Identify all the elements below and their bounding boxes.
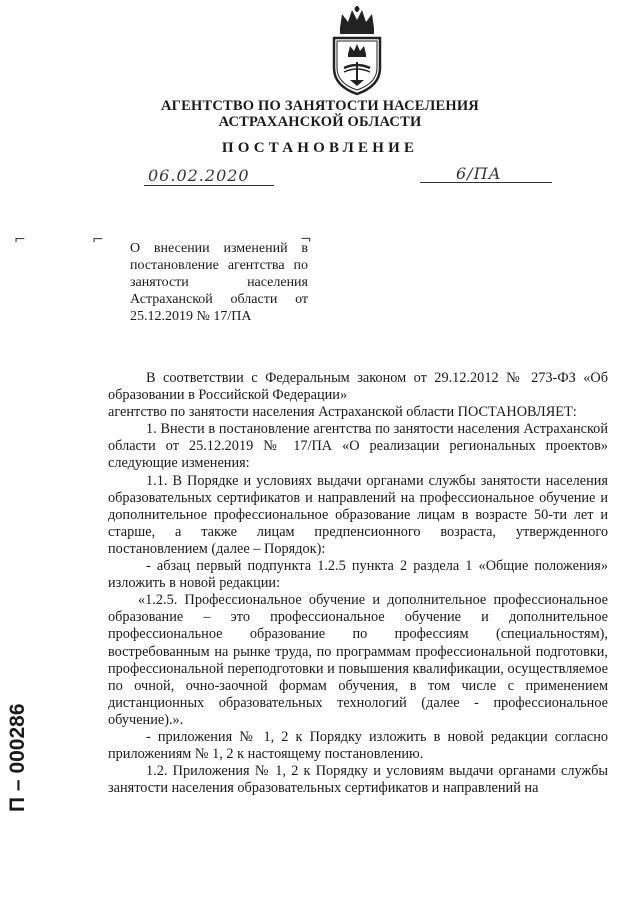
document-date: 06.02.2020 [148, 166, 250, 185]
number-underline [420, 182, 552, 183]
date-underline [144, 185, 274, 186]
registration-code-graphic [2, 612, 32, 812]
coat-of-arms-icon [326, 6, 388, 96]
registration-code [2, 612, 32, 812]
subject-text: О внесении изменений в постановление агентства по занятости населения Астраханской области от 25.12.2019 № 17/ПА [130, 241, 308, 324]
body-paragraph: 1.1. В Порядке и условиях выдачи органами службы занятости населения образовательных сертификатов и направлений на профессиональное обучение и дополнительное профессиональное образование лицам в возрасте 50-ти лет и старше, а также лицам предпенсионного возраста, утвержденного постановлением (далее – Порядок): [108, 472, 608, 557]
agency-name-line1: АГЕНТСТВО ПО ЗАНЯТОСТИ НАСЕЛЕНИЯ [161, 98, 479, 114]
body-paragraph: 1. Внести в постановление агентства по занятости населения Астраханской области от 25.12.2019 № 17/ПА «О реализации региональных проектов» следующие изменения: [108, 421, 608, 472]
document-number: 6/ПА [456, 164, 502, 183]
body-paragraph: - абзац первый подпункта 1.2.5 пункта 2 раздела 1 «Общие положения» изложить в новой редакции: [108, 558, 608, 592]
registration-code-text: П – 000286 [6, 703, 29, 812]
document-type: ПОСТАНОВЛЕНИЕ [221, 140, 419, 156]
agency-name-line2: АСТРАХАНСКОЙ ОБЛАСТИ [218, 114, 422, 130]
body-paragraph: - приложения № 1, 2 к Порядку изложить в новой редакции согласно приложениям № 1, 2 к настоящему постановлению. [108, 728, 608, 763]
body-paragraph: В соответствии с Федеральным законом от 29.12.2012 № 273-ФЗ «Об образовании в Российской Федерации» [108, 370, 608, 404]
corner-mark-left: ⌐ [14, 232, 26, 248]
coat-of-arms [326, 6, 388, 96]
document-subject [130, 240, 308, 325]
body-paragraph: 1.2. Приложения № 1, 2 к Порядку и условиям выдачи органами службы занятости населения образовательных сертификатов и направлений на [108, 763, 608, 797]
corner-mark-mid: ⌐ [92, 232, 104, 248]
agency-name [0, 98, 640, 130]
document-body [108, 370, 608, 797]
body-paragraph: «1.2.5. Профессиональное обучение и дополнительное профессиональное образование – это профессиональное обучение и дополнительное профессиональное образование по профессиям (специальностям), востребованным на рынке труда, по программам профессиональной подготовки, профессиональной переподготовки и повышения квалификации, осуществляемое по очной, очно-заочной формам обучения, в том числе с применением дистанционных образовательных технологий (далее - профессиональное обучение).». [108, 592, 608, 728]
corner-mark-right: ¬ [300, 232, 312, 248]
body-paragraph: агентство по занятости населения Астраханской области ПОСТАНОВЛЯЕТ: [108, 404, 577, 421]
